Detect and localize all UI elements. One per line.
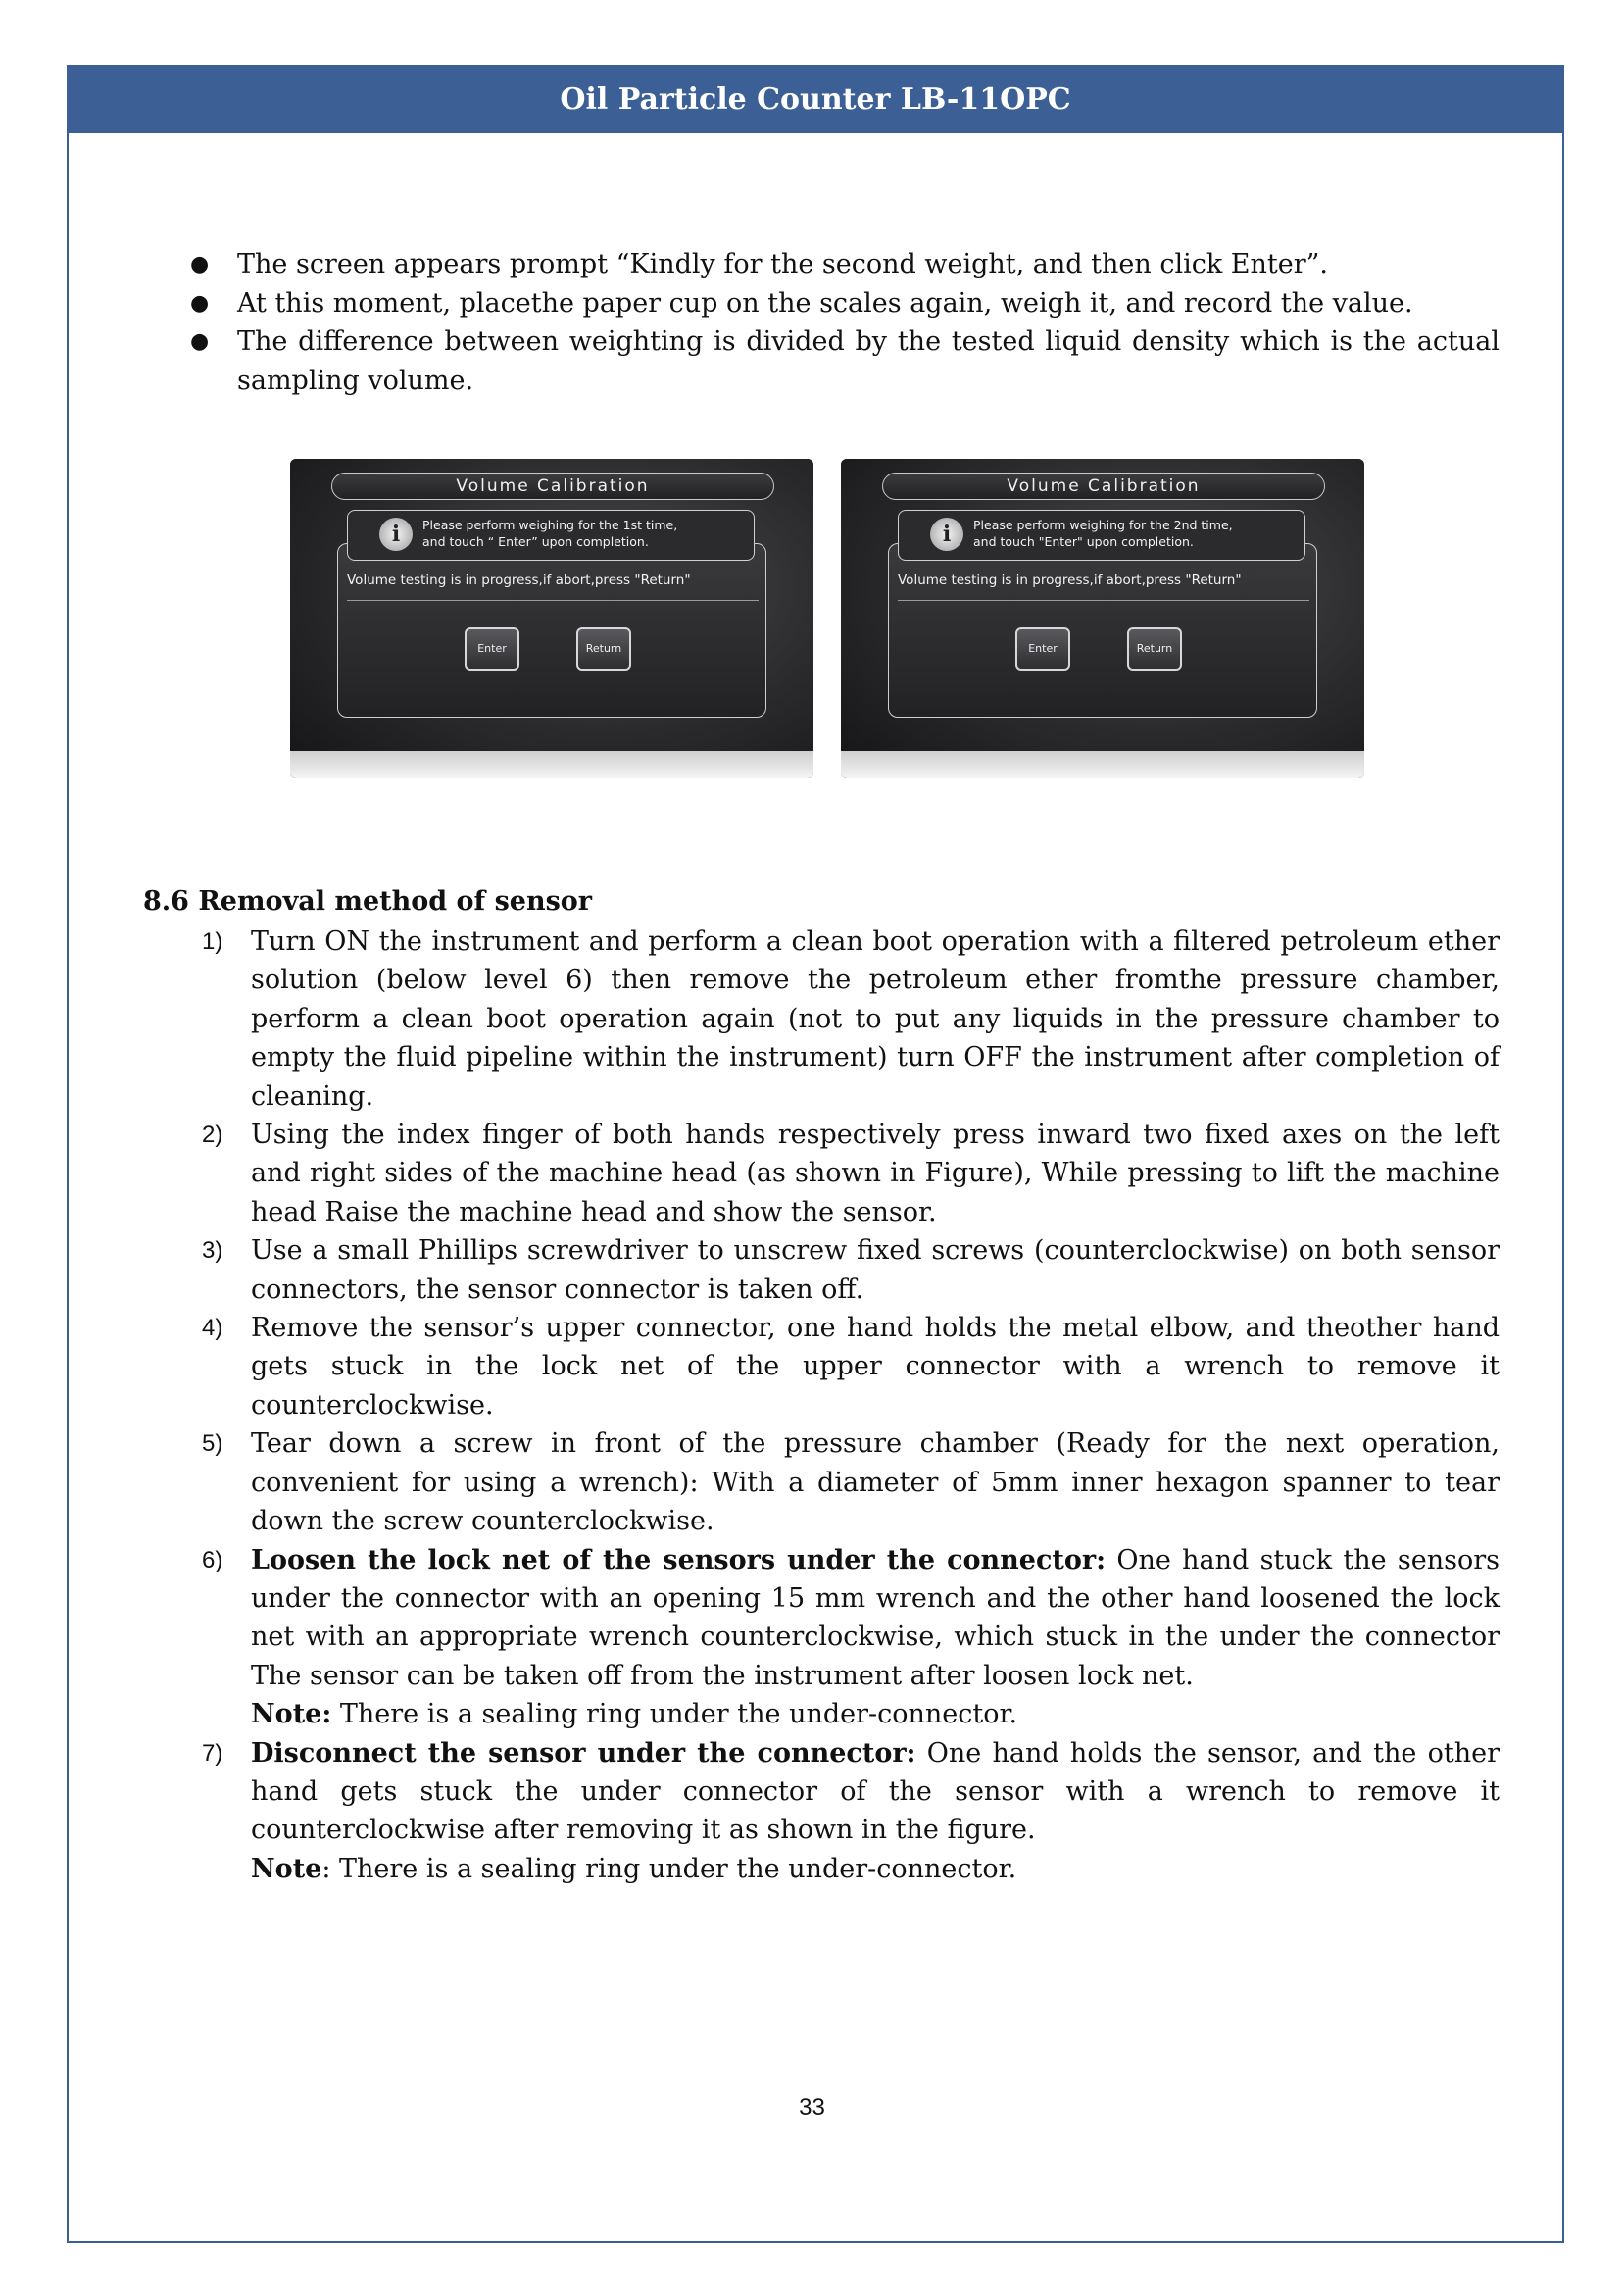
return-button[interactable]: Return xyxy=(1127,627,1182,671)
progress-text: Volume testing is in progress,if abort,press "Return" xyxy=(898,573,1242,588)
bullet-item: ● The difference between weighting is divided by the tested liquid density which is the actual sampling volume. xyxy=(237,323,1500,400)
bullet-item: ● The screen appears prompt “Kindly for the second weight, and then click Enter”. xyxy=(237,245,1500,284)
header-title: Oil Particle Counter LB-11OPC xyxy=(560,82,1071,117)
screen-title: Volume Calibration xyxy=(882,473,1325,500)
bezel-bottom xyxy=(290,751,813,778)
divider xyxy=(347,600,759,601)
list-item: 7) Disconnect the sensor under the connector: One hand holds the sensor, and the other hand gets stuck the under connector of the sensor with a wrench to remove it counterclockwise after removing it as shown in the figure. Note: There is a sealing ring under the under-connector. xyxy=(202,1737,1501,1884)
message-box xyxy=(347,510,755,561)
bullet-item: ● At this moment, placethe paper cup on the scales again, weigh it, and record the value. xyxy=(237,284,1500,324)
list-item: 4) Remove the sensor’s upper connector, one hand holds the metal elbow, and theother hand gets stuck in the lock net of the upper connector with a wrench to remove it counterclockwise. xyxy=(202,1313,1500,1421)
removal-steps xyxy=(143,923,1500,1888)
message-text: Please perform weighing for the 1st time, and touch “ Enter” upon completion. xyxy=(422,518,678,549)
dialog-panel xyxy=(337,543,766,718)
screenshot-second-weighing xyxy=(841,459,1364,778)
section-heading: 8.6 Removal method of sensor xyxy=(143,886,593,917)
list-item: 1) Turn ON the instrument and perform a clean boot operation with a filtered petroleum ether solution (below level 6) then remove the petroleum ether fromthe pressure chamber, perform a clean boot operation again (not to put any liquids in the pressure chamber to empty the fluid pipeline within the instrument) turn OFF the instrument after completion of cleaning. xyxy=(202,926,1500,1112)
message-box xyxy=(898,510,1305,561)
enter-button[interactable]: Enter xyxy=(1015,627,1070,671)
list-item: 6) Loosen the lock net of the sensors under the connector: One hand stuck the sensors under the connector with an opening 15 mm wrench and the other hand loosened the lock net with an appropriate wrench counterclockwise, which stuck in the under the connector The sensor can be taken off from the instrument after loosen lock net. Note: There is a sealing ring under the under-connector. xyxy=(202,1544,1500,1730)
return-button[interactable]: Return xyxy=(576,627,631,671)
info-icon: i xyxy=(379,518,413,551)
message-text: Please perform weighing for the 2nd time, and touch "Enter" upon completion. xyxy=(973,518,1233,549)
bullet-icon: ● xyxy=(190,252,210,276)
screenshot-first-weighing xyxy=(290,459,813,778)
list-item: 5) Tear down a screw in front of the pressure chamber (Ready for the next operation, convenient for using a wrench): With a diameter of 5mm inner hexagon spanner to tear down the screw counterclockwise. xyxy=(202,1428,1500,1537)
info-icon: i xyxy=(930,518,963,551)
list-item: 3) Use a small Phillips screwdriver to unscrew fixed screws (counterclockwise) on both sensor connectors, the sensor connector is taken off. xyxy=(202,1235,1500,1305)
bullet-icon: ● xyxy=(190,329,210,354)
progress-text: Volume testing is in progress,if abort,press "Return" xyxy=(347,573,691,588)
bullet-icon: ● xyxy=(190,290,210,316)
divider xyxy=(898,600,1309,601)
bezel-bottom xyxy=(841,751,1364,778)
intro-bullets xyxy=(143,245,1500,400)
list-item: 2) Using the index finger of both hands respectively press inward two fixed axes on the left and right sides of the machine head (as shown in Figure), While pressing to lift the machine head Raise the machine head and show the sensor. xyxy=(202,1120,1500,1227)
page-number: 33 xyxy=(799,2094,825,2121)
page-header xyxy=(67,65,1564,133)
screen-title: Volume Calibration xyxy=(331,473,774,500)
enter-button[interactable]: Enter xyxy=(465,627,519,671)
dialog-panel xyxy=(888,543,1317,718)
